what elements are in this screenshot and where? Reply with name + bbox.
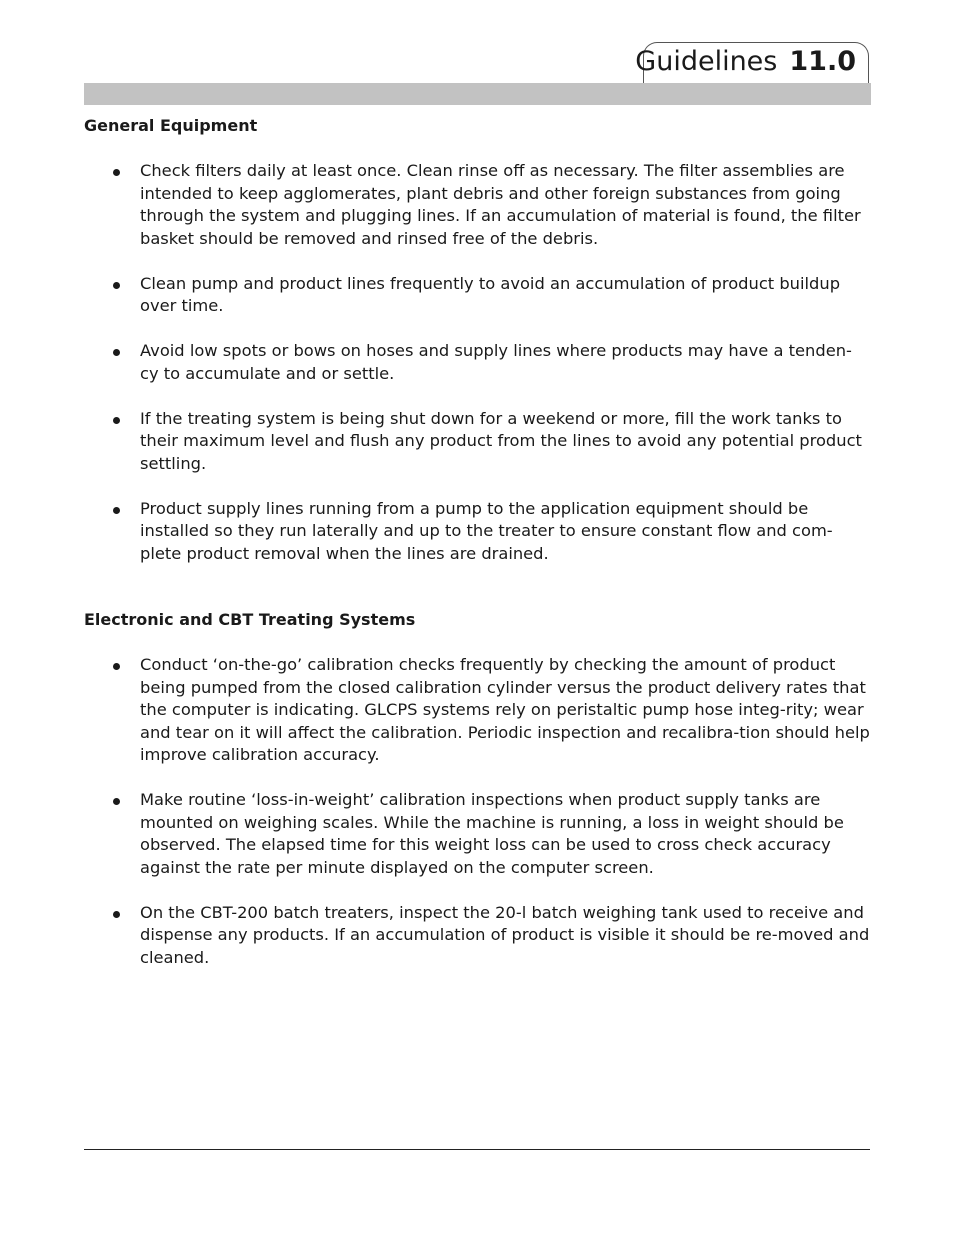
bullet-icon [113,169,120,176]
section-tab [635,42,869,84]
list-item-text: Make routine ‘loss-in-weight’ calibration inspections when product supply tanks are mounted on weighing scales. While the machine is running, a loss in weight should be observed. The elapsed time for this weight loss can be used to cross check accuracy against the rate per minute displayed on the computer screen. [140,790,844,877]
header-bar [84,83,871,105]
list-item-text: Clean pump and product lines frequently to avoid an accumulation of product buildup over time. [140,273,841,315]
list-item-text: Avoid low spots or bows on hoses and supply lines where products may have a tenden-cy to accumulate and or settle. [140,341,852,383]
electronic-cbt-heading: Electronic and CBT Treating Systems [84,610,416,629]
bullet-icon [113,663,120,670]
section-title [635,45,856,79]
footer-rule [84,1149,870,1150]
list-item [84,902,870,970]
bullet-icon [113,349,120,356]
general-equipment-list [84,160,870,588]
bullet-icon [113,417,120,424]
list-item [84,160,870,250]
section-number: 11.0 [789,46,856,77]
list-item [84,654,870,767]
list-item-text: If the treating system is being shut down for a weekend or more, fill the work tanks to their maximum level and flush any product from the lines to avoid any potential product settling. [140,408,862,473]
list-item [84,408,870,476]
list-item-text: Product supply lines running from a pump to the application equipment should be installed so they run laterally and up to the treater to ensure constant flow and com-plete product removal when the lines are drained. [140,498,833,563]
list-item [84,498,870,566]
list-item [84,340,870,385]
general-equipment-heading: General Equipment [84,116,258,135]
bullet-icon [113,282,120,289]
bullet-icon [113,911,120,918]
bullet-icon [113,507,120,514]
list-item-text: Check filters daily at least once. Clean rinse off as necessary. The filter assemblies are intended to keep agglomerates, plant debris and other foreign substances from going through the system and plugging lines. If an accumulation of material is found, the filter basket should be removed and rinsed free of the debris. [140,161,861,248]
list-item [84,273,870,318]
list-item-text: Conduct ‘on-the-go’ calibration checks frequently by checking the amount of product being pumped from the closed calibration cylinder versus the product delivery rates that the computer is indicating. GLCPS systems rely on peristaltic pump hose integ-rity; wear and tear on it will affect the calibration. Periodic inspection and recalibra-tion should help improve calibration accuracy. [140,655,870,764]
bullet-icon [113,798,120,805]
electronic-cbt-list [84,654,870,992]
section-title-text: Guidelines [635,46,778,77]
list-item-text: On the CBT-200 batch treaters, inspect the 20-l batch weighing tank used to receive and dispense any products. If an accumulation of product is visible it should be re-moved and cleaned. [140,902,870,967]
list-item [84,789,870,879]
